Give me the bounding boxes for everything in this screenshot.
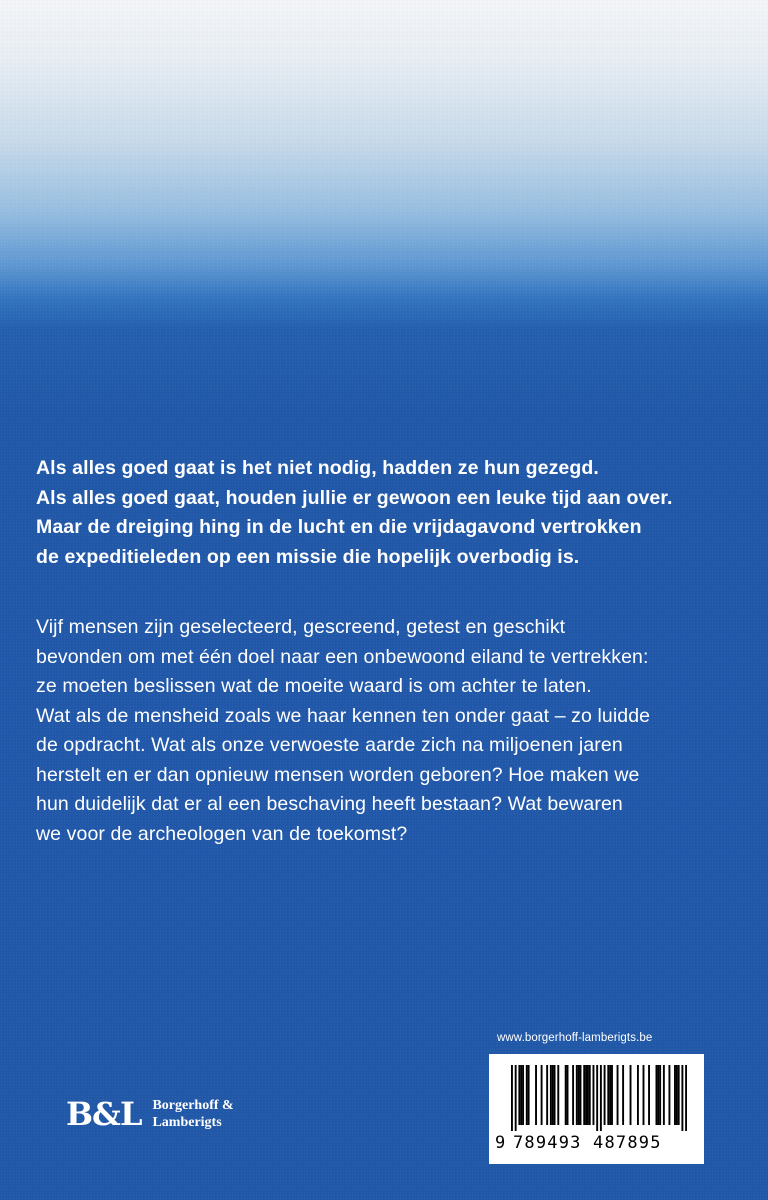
barcode-bar bbox=[546, 1065, 548, 1125]
barcode-bar bbox=[611, 1065, 613, 1125]
barcode-bar bbox=[520, 1065, 522, 1125]
back-cover-blurb bbox=[36, 454, 736, 849]
barcode-bars bbox=[511, 1065, 687, 1131]
barcode-bar bbox=[685, 1065, 687, 1131]
barcode-bar bbox=[674, 1065, 676, 1125]
barcode-bar bbox=[596, 1065, 598, 1131]
publisher-logo: B&L bbox=[66, 1095, 142, 1133]
body-line: de opdracht. Wat als onze verwoeste aarde zich na miljoenen jaren bbox=[36, 734, 623, 756]
barcode-bar bbox=[587, 1065, 589, 1125]
lead-line: de expeditieleden op een missie die hopelijk overbodig is. bbox=[36, 545, 580, 568]
barcode-bar bbox=[609, 1065, 611, 1125]
publisher-url[interactable]: www.borgerhoff-lamberigts.be bbox=[497, 1032, 653, 1044]
body-line: herstelt en er dan opnieuw mensen worden geboren? Hoe maken we bbox=[36, 763, 640, 786]
isbn-barcode bbox=[489, 1054, 704, 1164]
body-line: Vijf mensen zijn geselecteerd, gescreend, getest en geschikt bbox=[36, 616, 566, 638]
barcode-bar bbox=[518, 1065, 520, 1125]
barcode-bar bbox=[604, 1065, 606, 1125]
barcode-bar bbox=[657, 1065, 659, 1125]
barcode-bar bbox=[580, 1065, 582, 1125]
isbn-digits: 789493 487895 bbox=[513, 1133, 662, 1153]
barcode-bar bbox=[607, 1065, 609, 1125]
body-line: we voor de archeologen van de toekomst? bbox=[36, 822, 408, 845]
barcode-bar bbox=[535, 1065, 537, 1125]
publisher-name bbox=[152, 1097, 233, 1131]
barcode-bar bbox=[678, 1065, 680, 1125]
body-line: bevonden om met één doel naar een onbewoond eiland te vertrekken: bbox=[36, 645, 649, 668]
barcode-bar bbox=[676, 1065, 678, 1125]
blurb-body-paragraph bbox=[36, 613, 736, 849]
barcode-bar bbox=[668, 1065, 670, 1125]
barcode-bar bbox=[565, 1065, 567, 1125]
barcode-bar bbox=[593, 1065, 595, 1125]
barcode-bar bbox=[522, 1065, 524, 1125]
body-line: hun duidelijk dat er al een beschaving heeft bestaan? Wat bewaren bbox=[36, 793, 623, 815]
barcode-bar bbox=[511, 1065, 513, 1131]
barcode-bar bbox=[567, 1065, 569, 1125]
barcode-bar bbox=[583, 1065, 585, 1125]
barcode-bar bbox=[554, 1065, 556, 1125]
barcode-bar bbox=[541, 1065, 543, 1125]
publisher-name-line: Lamberigts bbox=[152, 1115, 222, 1130]
blurb-lead-paragraph bbox=[36, 454, 736, 572]
barcode-bar bbox=[600, 1065, 602, 1131]
barcode-bar bbox=[648, 1065, 650, 1125]
barcode-bar bbox=[659, 1065, 661, 1125]
barcode-bar bbox=[663, 1065, 665, 1125]
barcode-bar bbox=[572, 1065, 574, 1125]
lead-line: Als alles goed gaat is het niet nodig, hadden ze hun gezegd. bbox=[36, 457, 599, 479]
barcode-bar bbox=[578, 1065, 580, 1125]
barcode-bar bbox=[557, 1065, 559, 1125]
lead-line: Als alles goed gaat, houden jullie er gewoon een leuke tijd aan over. bbox=[36, 486, 673, 509]
body-line: Wat als de mensheid zoals we haar kennen ten onder gaat – zo luidde bbox=[36, 704, 651, 727]
isbn-first-digit: 9 bbox=[495, 1133, 506, 1153]
barcode-bar bbox=[622, 1065, 624, 1125]
barcode-bar bbox=[617, 1065, 619, 1125]
barcode-bar bbox=[681, 1065, 683, 1131]
publisher-imprint bbox=[66, 1097, 234, 1131]
barcode-bar bbox=[637, 1065, 639, 1125]
barcode-bar bbox=[643, 1065, 645, 1125]
lead-line: Maar de dreiging hing in de lucht en die vrijdagavond vertrokken bbox=[36, 516, 642, 538]
barcode-bar bbox=[526, 1065, 528, 1125]
barcode-bar bbox=[630, 1065, 632, 1125]
body-line: ze moeten beslissen wat de moeite waard is om achter te laten. bbox=[36, 675, 592, 697]
barcode-bar bbox=[656, 1065, 658, 1125]
barcode-bar bbox=[550, 1065, 552, 1125]
barcode-bar bbox=[515, 1065, 517, 1131]
barcode-bar bbox=[528, 1065, 530, 1125]
barcode-bar bbox=[589, 1065, 591, 1125]
barcode-bar bbox=[585, 1065, 587, 1125]
barcode-bar bbox=[552, 1065, 554, 1125]
barcode-bar bbox=[576, 1065, 578, 1125]
publisher-name-line: Borgerhoff & bbox=[152, 1098, 234, 1113]
